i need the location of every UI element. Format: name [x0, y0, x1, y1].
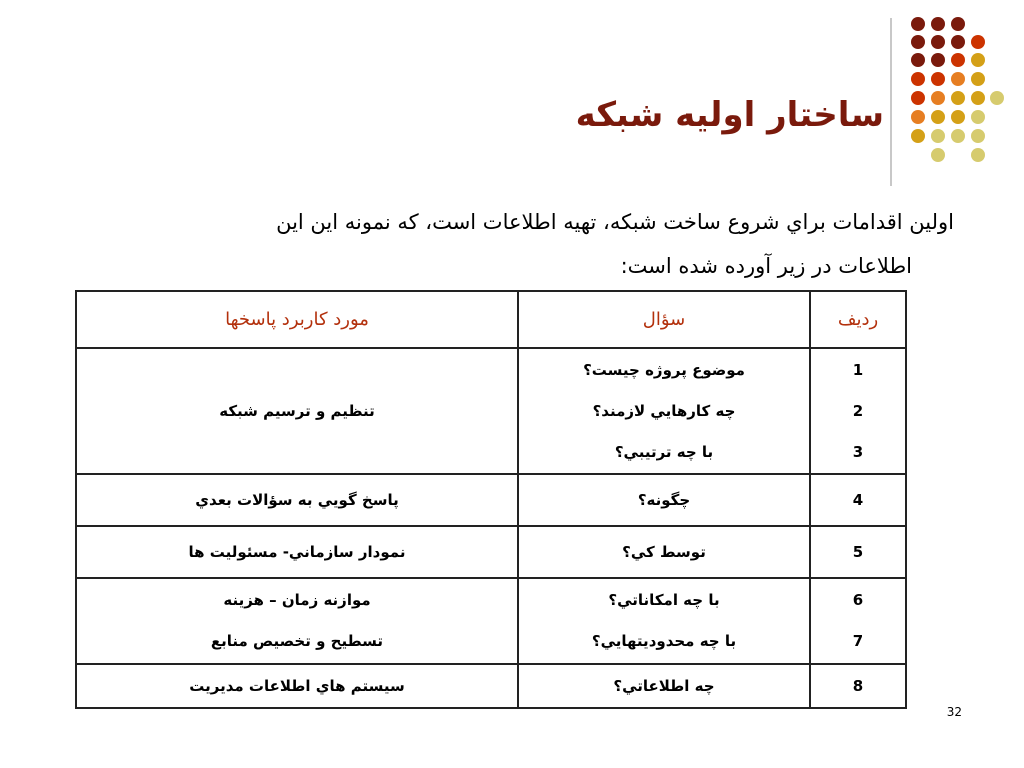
- question-text: موضوع پروژه چيست؟: [583, 360, 745, 379]
- question-text: با چه امكاناتي؟: [608, 591, 720, 609]
- question-cell: [518, 526, 810, 578]
- decor-dot: [971, 53, 985, 67]
- row-number-cell: [810, 348, 906, 474]
- decor-dot: [951, 91, 965, 105]
- decor-dot: [911, 110, 925, 124]
- question-text: با چه محدوديتهايي؟: [591, 632, 737, 650]
- header-usage: مورد كاربرد پاسخها: [76, 291, 518, 348]
- usage-text: تنظيم و ترسيم شبكه: [219, 402, 375, 420]
- table-row: [76, 664, 906, 708]
- decor-dot: [911, 72, 925, 86]
- intro-paragraph: [134, 200, 954, 288]
- usage-text: تسطيح و تخصيص منابع: [210, 632, 384, 650]
- decor-dot: [971, 91, 985, 105]
- table-row: [76, 578, 906, 664]
- network-info-table: [75, 290, 907, 709]
- usage-text: نمودار سازماني- مسئوليت ها: [188, 543, 406, 561]
- question-text: توسط كي؟: [622, 543, 706, 561]
- row-number: 6: [852, 591, 864, 609]
- decor-dot: [971, 148, 985, 162]
- decor-dot: [990, 91, 1004, 105]
- usage-cell: [76, 348, 518, 474]
- decor-dot: [951, 110, 965, 124]
- row-number: 2: [852, 401, 864, 420]
- usage-cell: [76, 474, 518, 526]
- question-text: چه اطلاعاتي؟: [613, 677, 715, 695]
- table-header-row: [76, 291, 906, 348]
- decor-dot: [971, 129, 985, 143]
- usage-cell: [76, 526, 518, 578]
- decor-dot: [951, 35, 965, 49]
- row-number: 3: [852, 442, 864, 461]
- decor-dot: [931, 53, 945, 67]
- table-row: [76, 474, 906, 526]
- usage-text: موازنه زمان – هزينه: [223, 591, 371, 609]
- decor-dot: [971, 35, 985, 49]
- usage-cell: [76, 664, 518, 708]
- table-row: [76, 348, 906, 474]
- usage-cell: [76, 578, 518, 664]
- usage-text: پاسخ گويي به سؤالات بعدي: [195, 491, 399, 509]
- decor-dot: [971, 110, 985, 124]
- decor-dot: [911, 129, 925, 143]
- decor-dot: [931, 129, 945, 143]
- header-question: سؤال: [518, 291, 810, 348]
- question-text: چگونه؟: [637, 491, 691, 509]
- decor-dot: [931, 110, 945, 124]
- decor-dot: [911, 53, 925, 67]
- decor-dot: [931, 35, 945, 49]
- question-cell: [518, 664, 810, 708]
- question-text: با چه ترتيبي؟: [614, 442, 714, 461]
- decor-dot: [931, 17, 945, 31]
- decor-dot: [931, 72, 945, 86]
- question-cell: [518, 578, 810, 664]
- row-number: 8: [852, 677, 864, 695]
- question-cell: [518, 348, 810, 474]
- table-row: [76, 526, 906, 578]
- row-number: 7: [852, 632, 864, 650]
- row-number-cell: [810, 664, 906, 708]
- decor-dot: [951, 72, 965, 86]
- decor-dot: [951, 53, 965, 67]
- decor-dot: [911, 17, 925, 31]
- decor-dot: [971, 72, 985, 86]
- header-row-number: رديف: [810, 291, 906, 348]
- decor-dot: [931, 148, 945, 162]
- decorative-dot-grid: [0, 0, 1024, 180]
- intro-line-2: اطلاعات در زير آورده شده است:: [620, 254, 912, 278]
- question-cell: [518, 474, 810, 526]
- slide-title: ساختار اوليه شبكه: [575, 95, 884, 135]
- question-text: چه كارهايي لازمند؟: [592, 401, 736, 420]
- decor-dot: [931, 91, 945, 105]
- row-number-cell: [810, 474, 906, 526]
- row-number-cell: [810, 526, 906, 578]
- decor-dot: [951, 17, 965, 31]
- usage-text: سيستم هاي اطلاعات مديريت: [189, 677, 405, 695]
- decor-dot: [911, 35, 925, 49]
- row-number: 1: [852, 360, 864, 379]
- decor-dot: [911, 91, 925, 105]
- intro-line-1: اولين اقدامات براي شروع ساخت شبكه، تهيه اطلاعات است، كه نمونه اين اين: [276, 210, 954, 234]
- row-number: 5: [852, 543, 864, 561]
- row-number-cell: [810, 578, 906, 664]
- slide-number: 32: [946, 705, 962, 719]
- decor-dot: [951, 129, 965, 143]
- row-number: 4: [852, 491, 864, 509]
